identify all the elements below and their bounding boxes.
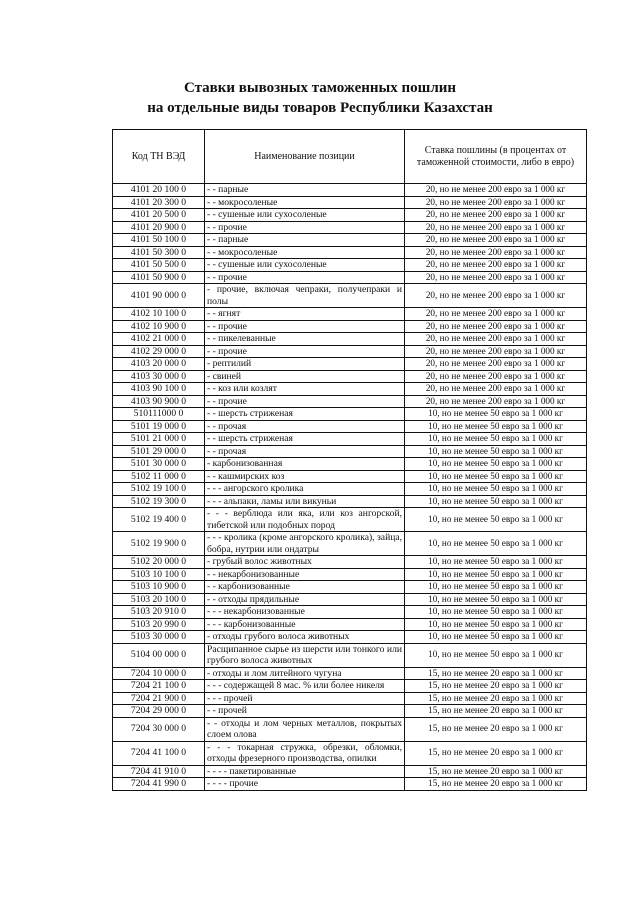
cell-rate: 10, но не менее 50 евро за 1 000 кг <box>405 495 587 508</box>
cell-name: - - прочие <box>205 221 405 234</box>
table-row <box>113 741 587 765</box>
table-row <box>113 284 587 308</box>
cell-name: - - прочие <box>205 271 405 284</box>
cell-rate: 15, но не менее 20 евро за 1 000 кг <box>405 692 587 705</box>
cell-name: - отходы грубого волоса животных <box>205 631 405 644</box>
cell-rate: 20, но не менее 200 евро за 1 000 кг <box>405 259 587 272</box>
cell-rate: 10, но не менее 50 евро за 1 000 кг <box>405 458 587 471</box>
document-title <box>0 78 640 118</box>
cell-name: - - пикелеванные <box>205 333 405 346</box>
cell-code: 5102 11 000 0 <box>113 470 205 483</box>
cell-rate: 10, но не менее 50 евро за 1 000 кг <box>405 433 587 446</box>
cell-code: 5102 19 100 0 <box>113 483 205 496</box>
cell-name: - карбонизованная <box>205 458 405 471</box>
table-body <box>113 184 587 791</box>
cell-code: 5103 30 000 0 <box>113 631 205 644</box>
cell-code: 4103 30 000 0 <box>113 370 205 383</box>
cell-code: 5103 10 100 0 <box>113 568 205 581</box>
cell-code: 5102 19 400 0 <box>113 508 205 532</box>
cell-code: 5103 10 900 0 <box>113 581 205 594</box>
table-row <box>113 259 587 272</box>
cell-name: - - отходы прядильные <box>205 593 405 606</box>
cell-rate: 20, но не менее 200 евро за 1 000 кг <box>405 358 587 371</box>
cell-name: - - - - пакетированные <box>205 765 405 778</box>
header-name: Наименование позиции <box>205 130 405 184</box>
cell-rate: 10, но не менее 50 евро за 1 000 кг <box>405 483 587 496</box>
cell-name: - - шерсть стриженая <box>205 433 405 446</box>
cell-rate: 10, но не менее 50 евро за 1 000 кг <box>405 420 587 433</box>
table-row <box>113 221 587 234</box>
cell-rate: 15, но не менее 20 евро за 1 000 кг <box>405 778 587 791</box>
table-row <box>113 717 587 741</box>
table-row <box>113 631 587 644</box>
cell-name: Расщипанное сырье из шерсти или тонкого или грубого волоса животных <box>205 643 405 667</box>
cell-code: 5102 19 900 0 <box>113 532 205 556</box>
cell-name: - рептилий <box>205 358 405 371</box>
header-code: Код ТН ВЭД <box>113 130 205 184</box>
cell-code: 4102 10 100 0 <box>113 308 205 321</box>
cell-code: 4103 20 000 0 <box>113 358 205 371</box>
cell-code: 4101 20 100 0 <box>113 184 205 197</box>
cell-rate: 15, но не менее 20 евро за 1 000 кг <box>405 680 587 693</box>
table-row <box>113 234 587 247</box>
cell-rate: 20, но не менее 200 евро за 1 000 кг <box>405 333 587 346</box>
table-row <box>113 618 587 631</box>
table-row <box>113 593 587 606</box>
cell-rate: 20, но не менее 200 евро за 1 000 кг <box>405 271 587 284</box>
cell-code: 5102 19 300 0 <box>113 495 205 508</box>
export-duties-table <box>112 129 587 791</box>
cell-rate: 10, но не менее 50 евро за 1 000 кг <box>405 618 587 631</box>
cell-code: 5101 19 000 0 <box>113 420 205 433</box>
cell-code: 7204 30 000 0 <box>113 717 205 741</box>
cell-name: - - - содержащей 8 мас. % или более никеля <box>205 680 405 693</box>
cell-name: - - шерсть стриженая <box>205 408 405 421</box>
header-rate: Ставка пошлины (в процентах от таможенной стоимости, либо в евро) <box>405 130 587 184</box>
cell-name: - свиней <box>205 370 405 383</box>
cell-rate: 10, но не менее 50 евро за 1 000 кг <box>405 568 587 581</box>
cell-name: - - прочие <box>205 320 405 333</box>
cell-name: - прочие, включая чепраки, получепраки и полы <box>205 284 405 308</box>
table-row <box>113 581 587 594</box>
cell-rate: 20, но не менее 200 евро за 1 000 кг <box>405 184 587 197</box>
table-row <box>113 458 587 471</box>
cell-name: - - - ангорского кролика <box>205 483 405 496</box>
cell-name: - - - некарбонизованные <box>205 606 405 619</box>
cell-rate: 20, но не менее 200 евро за 1 000 кг <box>405 395 587 408</box>
cell-name: - - прочая <box>205 445 405 458</box>
table-row <box>113 333 587 346</box>
title-line-1: Ставки вывозных таможенных пошлин <box>183 80 457 96</box>
cell-code: 4101 50 100 0 <box>113 234 205 247</box>
cell-code: 7204 21 900 0 <box>113 692 205 705</box>
cell-rate: 15, но не менее 20 евро за 1 000 кг <box>405 741 587 765</box>
cell-rate: 20, но не менее 200 евро за 1 000 кг <box>405 234 587 247</box>
cell-code: 7204 41 990 0 <box>113 778 205 791</box>
cell-rate: 20, но не менее 200 евро за 1 000 кг <box>405 308 587 321</box>
cell-name: - - отходы и лом черных металлов, покрытых слоем олова <box>205 717 405 741</box>
cell-name: - отходы и лом литейного чугуна <box>205 667 405 680</box>
cell-rate: 10, но не менее 50 евро за 1 000 кг <box>405 445 587 458</box>
cell-code: 4101 20 500 0 <box>113 209 205 222</box>
table-row <box>113 209 587 222</box>
cell-code: 5101 30 000 0 <box>113 458 205 471</box>
table-row <box>113 345 587 358</box>
cell-code: 5101 21 000 0 <box>113 433 205 446</box>
table-row <box>113 196 587 209</box>
cell-name: - - коз или козлят <box>205 383 405 396</box>
cell-code: 7204 10 000 0 <box>113 667 205 680</box>
cell-name: - - прочая <box>205 420 405 433</box>
cell-name: - - - кролика (кроме ангорского кролика), зайца, бобра, нутрии или ондатры <box>205 532 405 556</box>
table-row <box>113 532 587 556</box>
cell-rate: 10, но не менее 50 евро за 1 000 кг <box>405 606 587 619</box>
cell-name: - - сушеные или сухосоленые <box>205 209 405 222</box>
cell-rate: 20, но не менее 200 евро за 1 000 кг <box>405 221 587 234</box>
table-row <box>113 433 587 446</box>
table-row <box>113 483 587 496</box>
table-row <box>113 308 587 321</box>
cell-name: - грубый волос животных <box>205 556 405 569</box>
cell-code: 4101 50 900 0 <box>113 271 205 284</box>
cell-name: - - прочие <box>205 345 405 358</box>
table-row <box>113 705 587 718</box>
cell-name: - - прочие <box>205 395 405 408</box>
cell-name: - - - альпаки, ламы или викуньи <box>205 495 405 508</box>
table-row <box>113 320 587 333</box>
table-row <box>113 568 587 581</box>
table-row <box>113 556 587 569</box>
cell-rate: 10, но не менее 50 евро за 1 000 кг <box>405 508 587 532</box>
table-row <box>113 470 587 483</box>
cell-name: - - - токарная стружка, обрезки, обломки, отходы фрезерного производства, опилки <box>205 741 405 765</box>
cell-rate: 10, но не менее 50 евро за 1 000 кг <box>405 556 587 569</box>
cell-code: 7204 41 100 0 <box>113 741 205 765</box>
cell-code: 7204 41 910 0 <box>113 765 205 778</box>
table-row <box>113 606 587 619</box>
title-line-2: на отдельные виды товаров Республики Казахстан <box>147 100 493 116</box>
cell-name: - - - верблюда или яка, или коз ангорской, тибетской или подобных пород <box>205 508 405 532</box>
cell-code: 7204 29 000 0 <box>113 705 205 718</box>
cell-rate: 20, но не менее 200 евро за 1 000 кг <box>405 246 587 259</box>
cell-code: 7204 21 100 0 <box>113 680 205 693</box>
table-row <box>113 765 587 778</box>
cell-rate: 10, но не менее 50 евро за 1 000 кг <box>405 593 587 606</box>
cell-code: 4103 90 100 0 <box>113 383 205 396</box>
cell-name: - - сушеные или сухосоленые <box>205 259 405 272</box>
cell-code: 4101 90 000 0 <box>113 284 205 308</box>
cell-rate: 20, но не менее 200 евро за 1 000 кг <box>405 284 587 308</box>
table-row <box>113 445 587 458</box>
table-row <box>113 408 587 421</box>
cell-rate: 20, но не менее 200 евро за 1 000 кг <box>405 370 587 383</box>
cell-name: - - мокросоленые <box>205 196 405 209</box>
cell-rate: 20, но не менее 200 евро за 1 000 кг <box>405 209 587 222</box>
cell-rate: 10, но не менее 50 евро за 1 000 кг <box>405 532 587 556</box>
cell-name: - - парные <box>205 234 405 247</box>
cell-code: 4102 10 900 0 <box>113 320 205 333</box>
cell-code: 5101 29 000 0 <box>113 445 205 458</box>
cell-code: 4101 20 300 0 <box>113 196 205 209</box>
table-header-row <box>113 130 587 184</box>
cell-rate: 15, но не менее 20 евро за 1 000 кг <box>405 717 587 741</box>
cell-rate: 15, но не менее 20 евро за 1 000 кг <box>405 765 587 778</box>
cell-rate: 10, но не менее 50 евро за 1 000 кг <box>405 643 587 667</box>
cell-rate: 10, но не менее 50 евро за 1 000 кг <box>405 470 587 483</box>
table-row <box>113 271 587 284</box>
cell-rate: 10, но не менее 50 евро за 1 000 кг <box>405 408 587 421</box>
table-row <box>113 778 587 791</box>
table-row <box>113 643 587 667</box>
table-row <box>113 420 587 433</box>
cell-name: - - ягнят <box>205 308 405 321</box>
cell-code: 5102 20 000 0 <box>113 556 205 569</box>
table-row <box>113 383 587 396</box>
table-row <box>113 184 587 197</box>
cell-rate: 20, но не менее 200 евро за 1 000 кг <box>405 320 587 333</box>
cell-name: - - - карбонизованные <box>205 618 405 631</box>
cell-name: - - некарбонизованные <box>205 568 405 581</box>
cell-code: 510111000 0 <box>113 408 205 421</box>
cell-name: - - - прочей <box>205 692 405 705</box>
table-row <box>113 395 587 408</box>
cell-name: - - прочей <box>205 705 405 718</box>
cell-rate: 20, но не менее 200 евро за 1 000 кг <box>405 196 587 209</box>
cell-code: 5104 00 000 0 <box>113 643 205 667</box>
cell-rate: 20, но не менее 200 евро за 1 000 кг <box>405 345 587 358</box>
cell-name: - - - - прочие <box>205 778 405 791</box>
table-row <box>113 370 587 383</box>
cell-rate: 10, но не менее 50 евро за 1 000 кг <box>405 631 587 644</box>
cell-code: 4101 50 300 0 <box>113 246 205 259</box>
cell-rate: 15, но не менее 20 евро за 1 000 кг <box>405 667 587 680</box>
cell-code: 5103 20 100 0 <box>113 593 205 606</box>
cell-code: 4102 21 000 0 <box>113 333 205 346</box>
table-row <box>113 508 587 532</box>
cell-code: 4103 90 900 0 <box>113 395 205 408</box>
table-row <box>113 692 587 705</box>
cell-name: - - мокросоленые <box>205 246 405 259</box>
cell-rate: 10, но не менее 50 евро за 1 000 кг <box>405 581 587 594</box>
cell-rate: 15, но не менее 20 евро за 1 000 кг <box>405 705 587 718</box>
cell-name: - - карбонизованные <box>205 581 405 594</box>
cell-rate: 20, но не менее 200 евро за 1 000 кг <box>405 383 587 396</box>
cell-name: - - парные <box>205 184 405 197</box>
table-row <box>113 246 587 259</box>
cell-code: 5103 20 990 0 <box>113 618 205 631</box>
table-row <box>113 358 587 371</box>
cell-name: - - кашмирских коз <box>205 470 405 483</box>
cell-code: 4101 50 500 0 <box>113 259 205 272</box>
table-row <box>113 680 587 693</box>
cell-code: 4101 20 900 0 <box>113 221 205 234</box>
table-row <box>113 667 587 680</box>
table-row <box>113 495 587 508</box>
cell-code: 4102 29 000 0 <box>113 345 205 358</box>
cell-code: 5103 20 910 0 <box>113 606 205 619</box>
